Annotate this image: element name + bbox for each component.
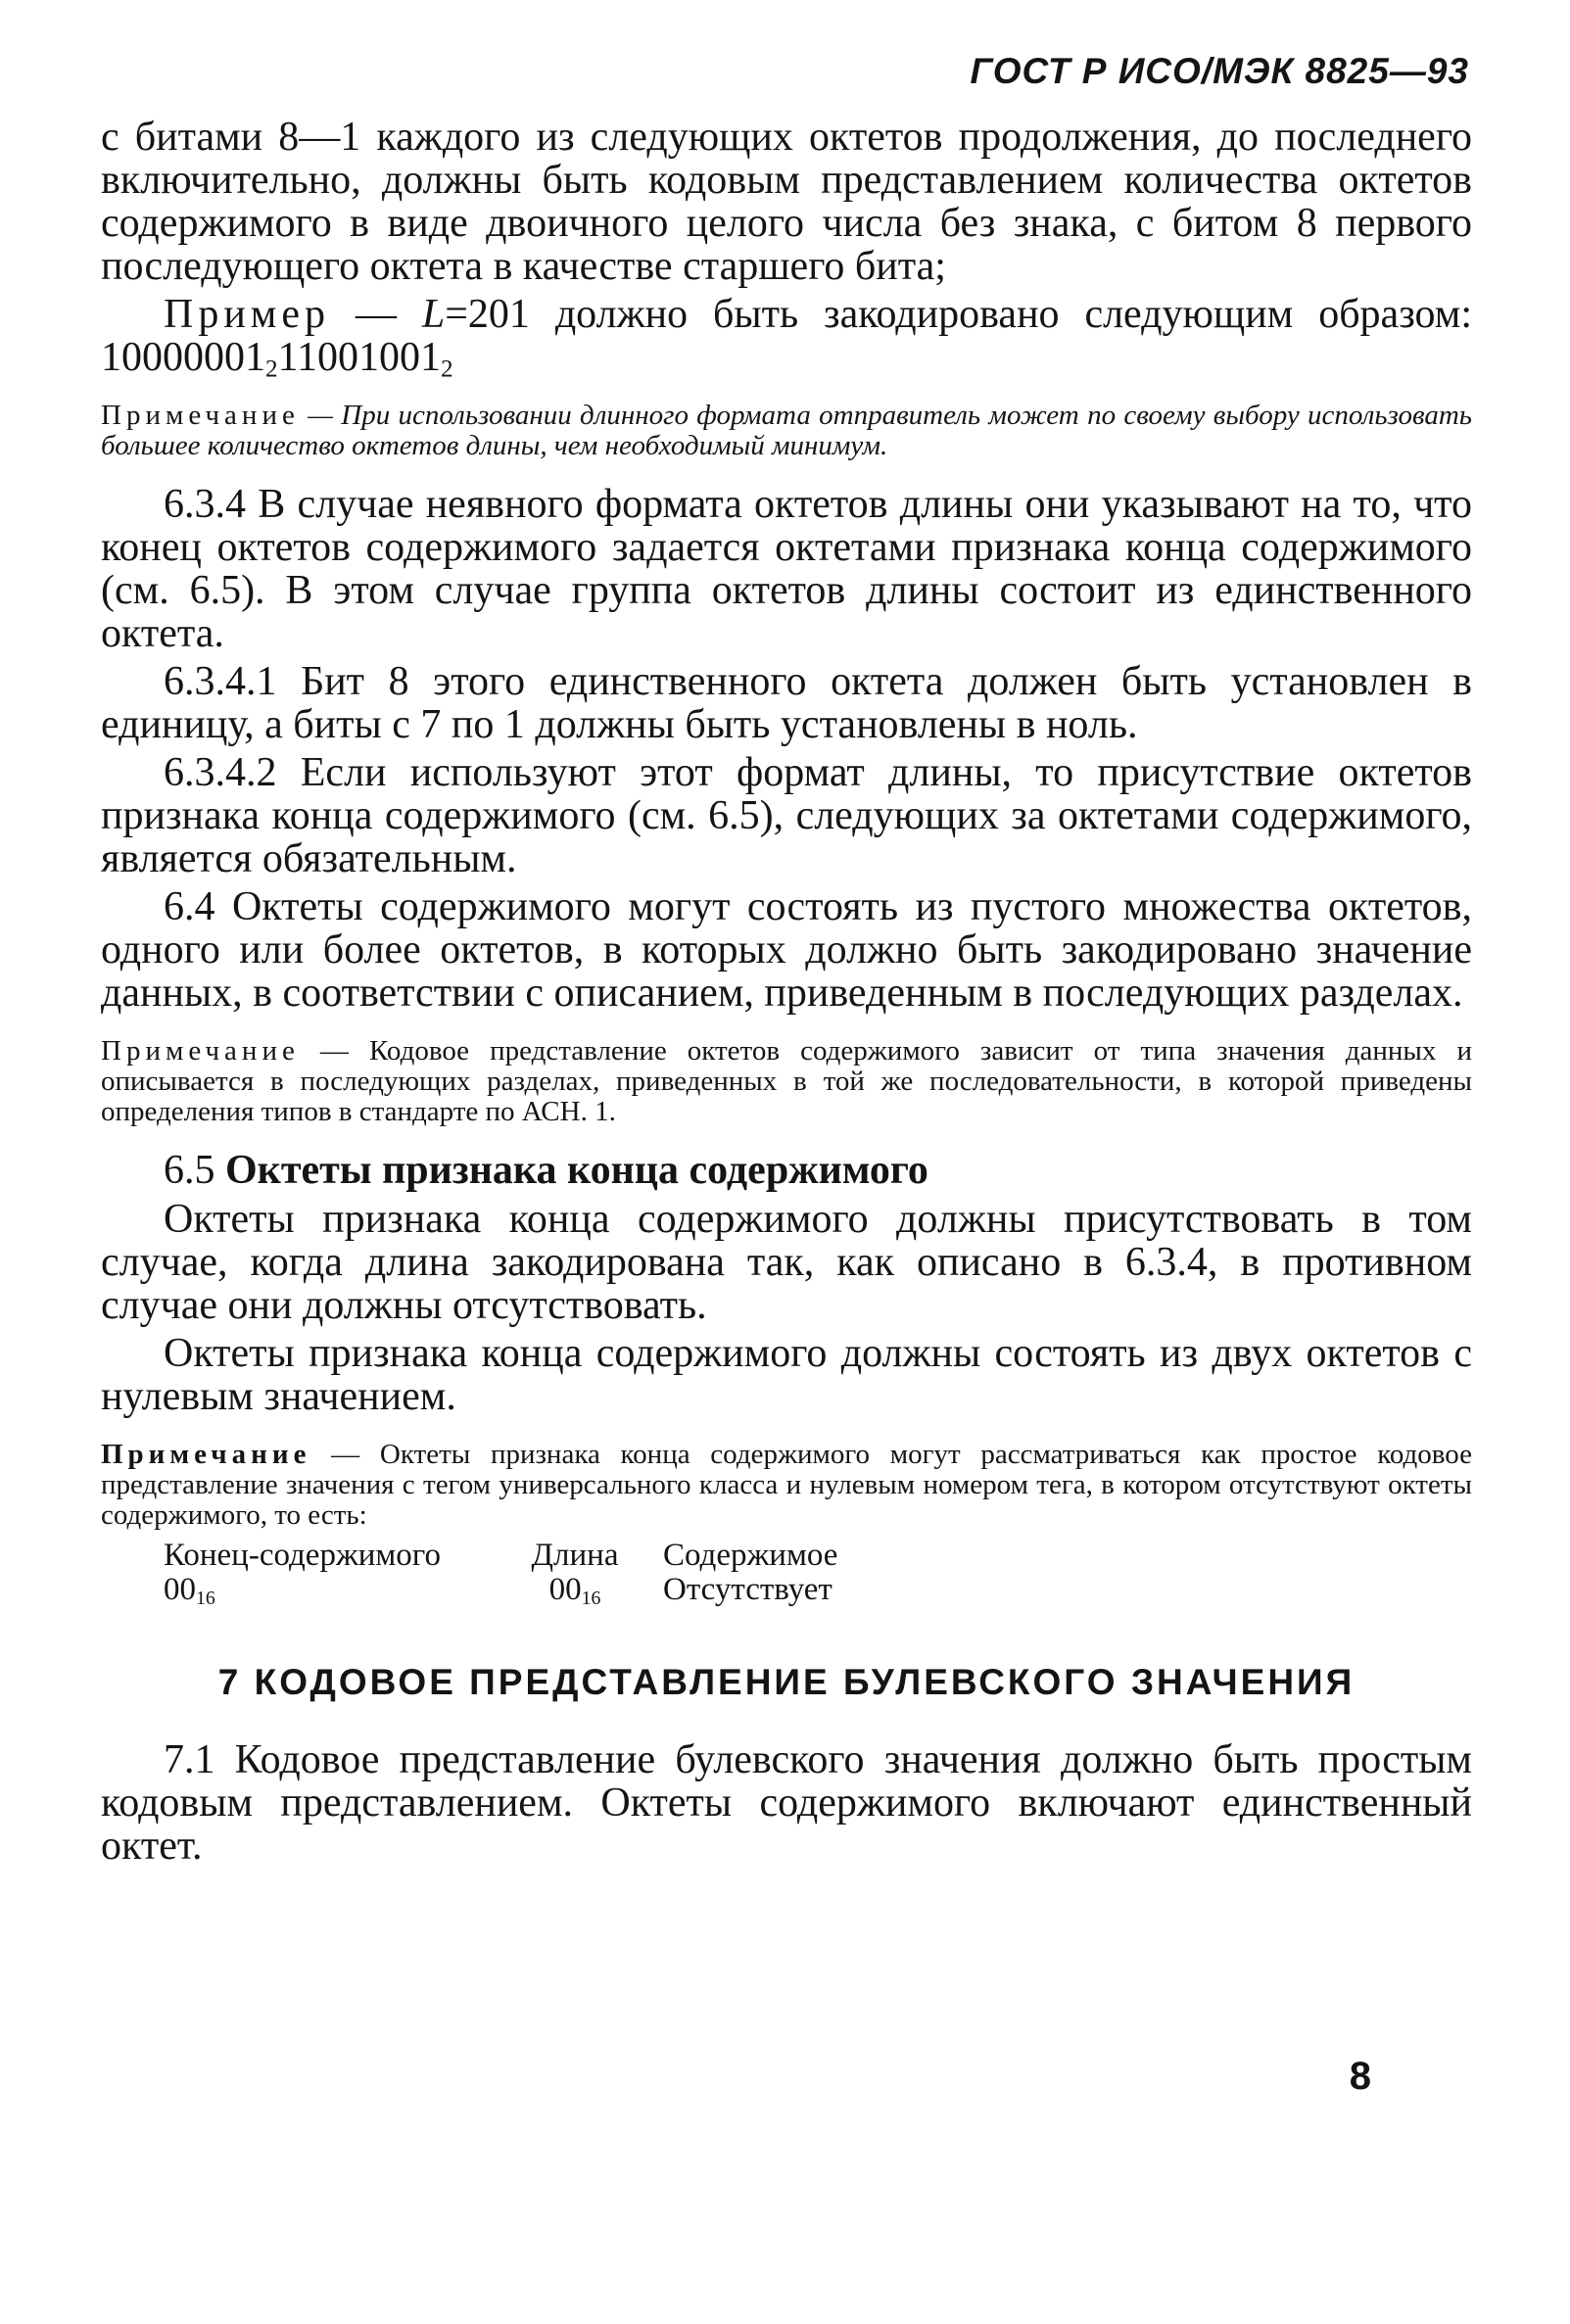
example-variable: L xyxy=(421,292,446,337)
paragraph-6-3-4-2: 6.3.4.2 Если используют этот формат длины, то присутствие октетов признака конца содержимого (см. 6.5), следующих за октетами содержимого, является обязательным. xyxy=(101,750,1472,881)
table-header: Содержимое xyxy=(663,1538,838,1573)
note-text: — Октеты признака конца содержимого могут рассматриваться как простое кодовое представление значения с тегом универсального класса и нулевым номером тега, в котором отсутствуют октеты содержимого, то есть: xyxy=(101,1439,1472,1531)
table-row xyxy=(164,1573,1472,1607)
section-heading-7: 7 КОДОВОЕ ПРЕДСТАВЛЕНИЕ БУЛЕВСКОГО ЗНАЧЕНИЯ xyxy=(217,1662,1356,1702)
example-binary-2: 11001001 xyxy=(277,335,442,380)
table-cell: Отсутствует xyxy=(663,1572,833,1607)
paragraph-6-5-a: Октеты признака конца содержимого должны присутствовать в том случае, когда длина закодирована так, как описано в 6.3.4, в противном случае они должны отсутствовать. xyxy=(101,1197,1472,1328)
note-label: Примечание xyxy=(101,1439,311,1470)
table-header-row xyxy=(164,1539,1472,1573)
cell-value: 00 xyxy=(164,1572,196,1607)
example-subscript-1: 2 xyxy=(265,356,278,383)
encoding-table xyxy=(164,1539,1472,1607)
paragraph-6-4: 6.4 Октеты содержимого могут состоять из пустого множества октетов, одного или более октетов, в которых должно быть закодировано значение данных, в соответствии с описанием, приведенным в последующих разделах. xyxy=(101,884,1472,1016)
paragraph-7-1: 7.1 Кодовое представление булевского значения должно быть простым кодовым представлением. Октеты содержимого включают единственный октет. xyxy=(101,1737,1472,1869)
page-body xyxy=(101,116,1472,1873)
note-long-format xyxy=(101,401,1472,461)
paragraph-6-3-4-1: 6.3.4.1 Бит 8 этого единственного октета должен быть установлен в единицу, а биты с 7 по 1 должны быть установлены в ноль. xyxy=(101,659,1472,747)
note-label: Примечание xyxy=(101,1035,300,1067)
section-heading-6-5 xyxy=(101,1149,1472,1192)
example-paragraph xyxy=(101,292,1472,383)
example-text: =201 должно быть закодировано следующим образом: xyxy=(445,292,1472,337)
note-label: Примечание xyxy=(101,400,300,431)
note-contents-encoding xyxy=(101,1036,1472,1127)
table-header: Конец-содержимого xyxy=(164,1538,442,1573)
cell-value: 00 xyxy=(548,1572,582,1607)
example-dash: — xyxy=(330,292,422,337)
example-label: Пример xyxy=(164,292,331,337)
table-cell xyxy=(164,1573,487,1607)
page-number: 8 xyxy=(1349,2055,1371,2098)
cell-subscript: 16 xyxy=(581,1587,601,1609)
example-binary-1: 10000001 xyxy=(101,335,265,380)
note-text: — При использовании длинного формата отправитель может по своему выбору использовать большее количество октетов длины, чем необходимый минимум. xyxy=(101,400,1472,461)
section-title: Октеты признака конца содержимого xyxy=(225,1148,928,1193)
table-cell xyxy=(487,1573,663,1607)
running-header: ГОСТ Р ИСО/МЭК 8825—93 xyxy=(970,51,1469,91)
paragraph-6-5-b: Октеты признака конца содержимого должны состоять из двух октетов с нулевым значением. xyxy=(101,1331,1472,1419)
cell-subscript: 16 xyxy=(196,1587,215,1609)
note-text: — Кодовое представление октетов содержимого зависит от типа значения данных и описывается в последующих разделах, приведенных в той же последовательности, в которой приведены определения типов в стандарте по АСН. 1. xyxy=(101,1035,1472,1127)
note-end-of-contents xyxy=(101,1440,1472,1531)
section-number: 6.5 xyxy=(164,1148,225,1193)
example-subscript-2: 2 xyxy=(441,356,453,383)
paragraph-6-3-4: 6.3.4 В случае неявного формата октетов длины они указывают на то, что конец октетов содержимого задается октетами признака конца содержимого (см. 6.5). В этом случае группа октетов длины состоит из единственного октета. xyxy=(101,482,1472,656)
paragraph-continuation: с битами 8—1 каждого из следующих октетов продолжения, до последнего включительно, должны быть кодовым представлением количества октетов содержимого в виде двоичного целого числа без знака, с битом 8 первого последующего октета в качестве старшего бита; xyxy=(101,115,1472,289)
table-header: Длина xyxy=(531,1538,619,1573)
